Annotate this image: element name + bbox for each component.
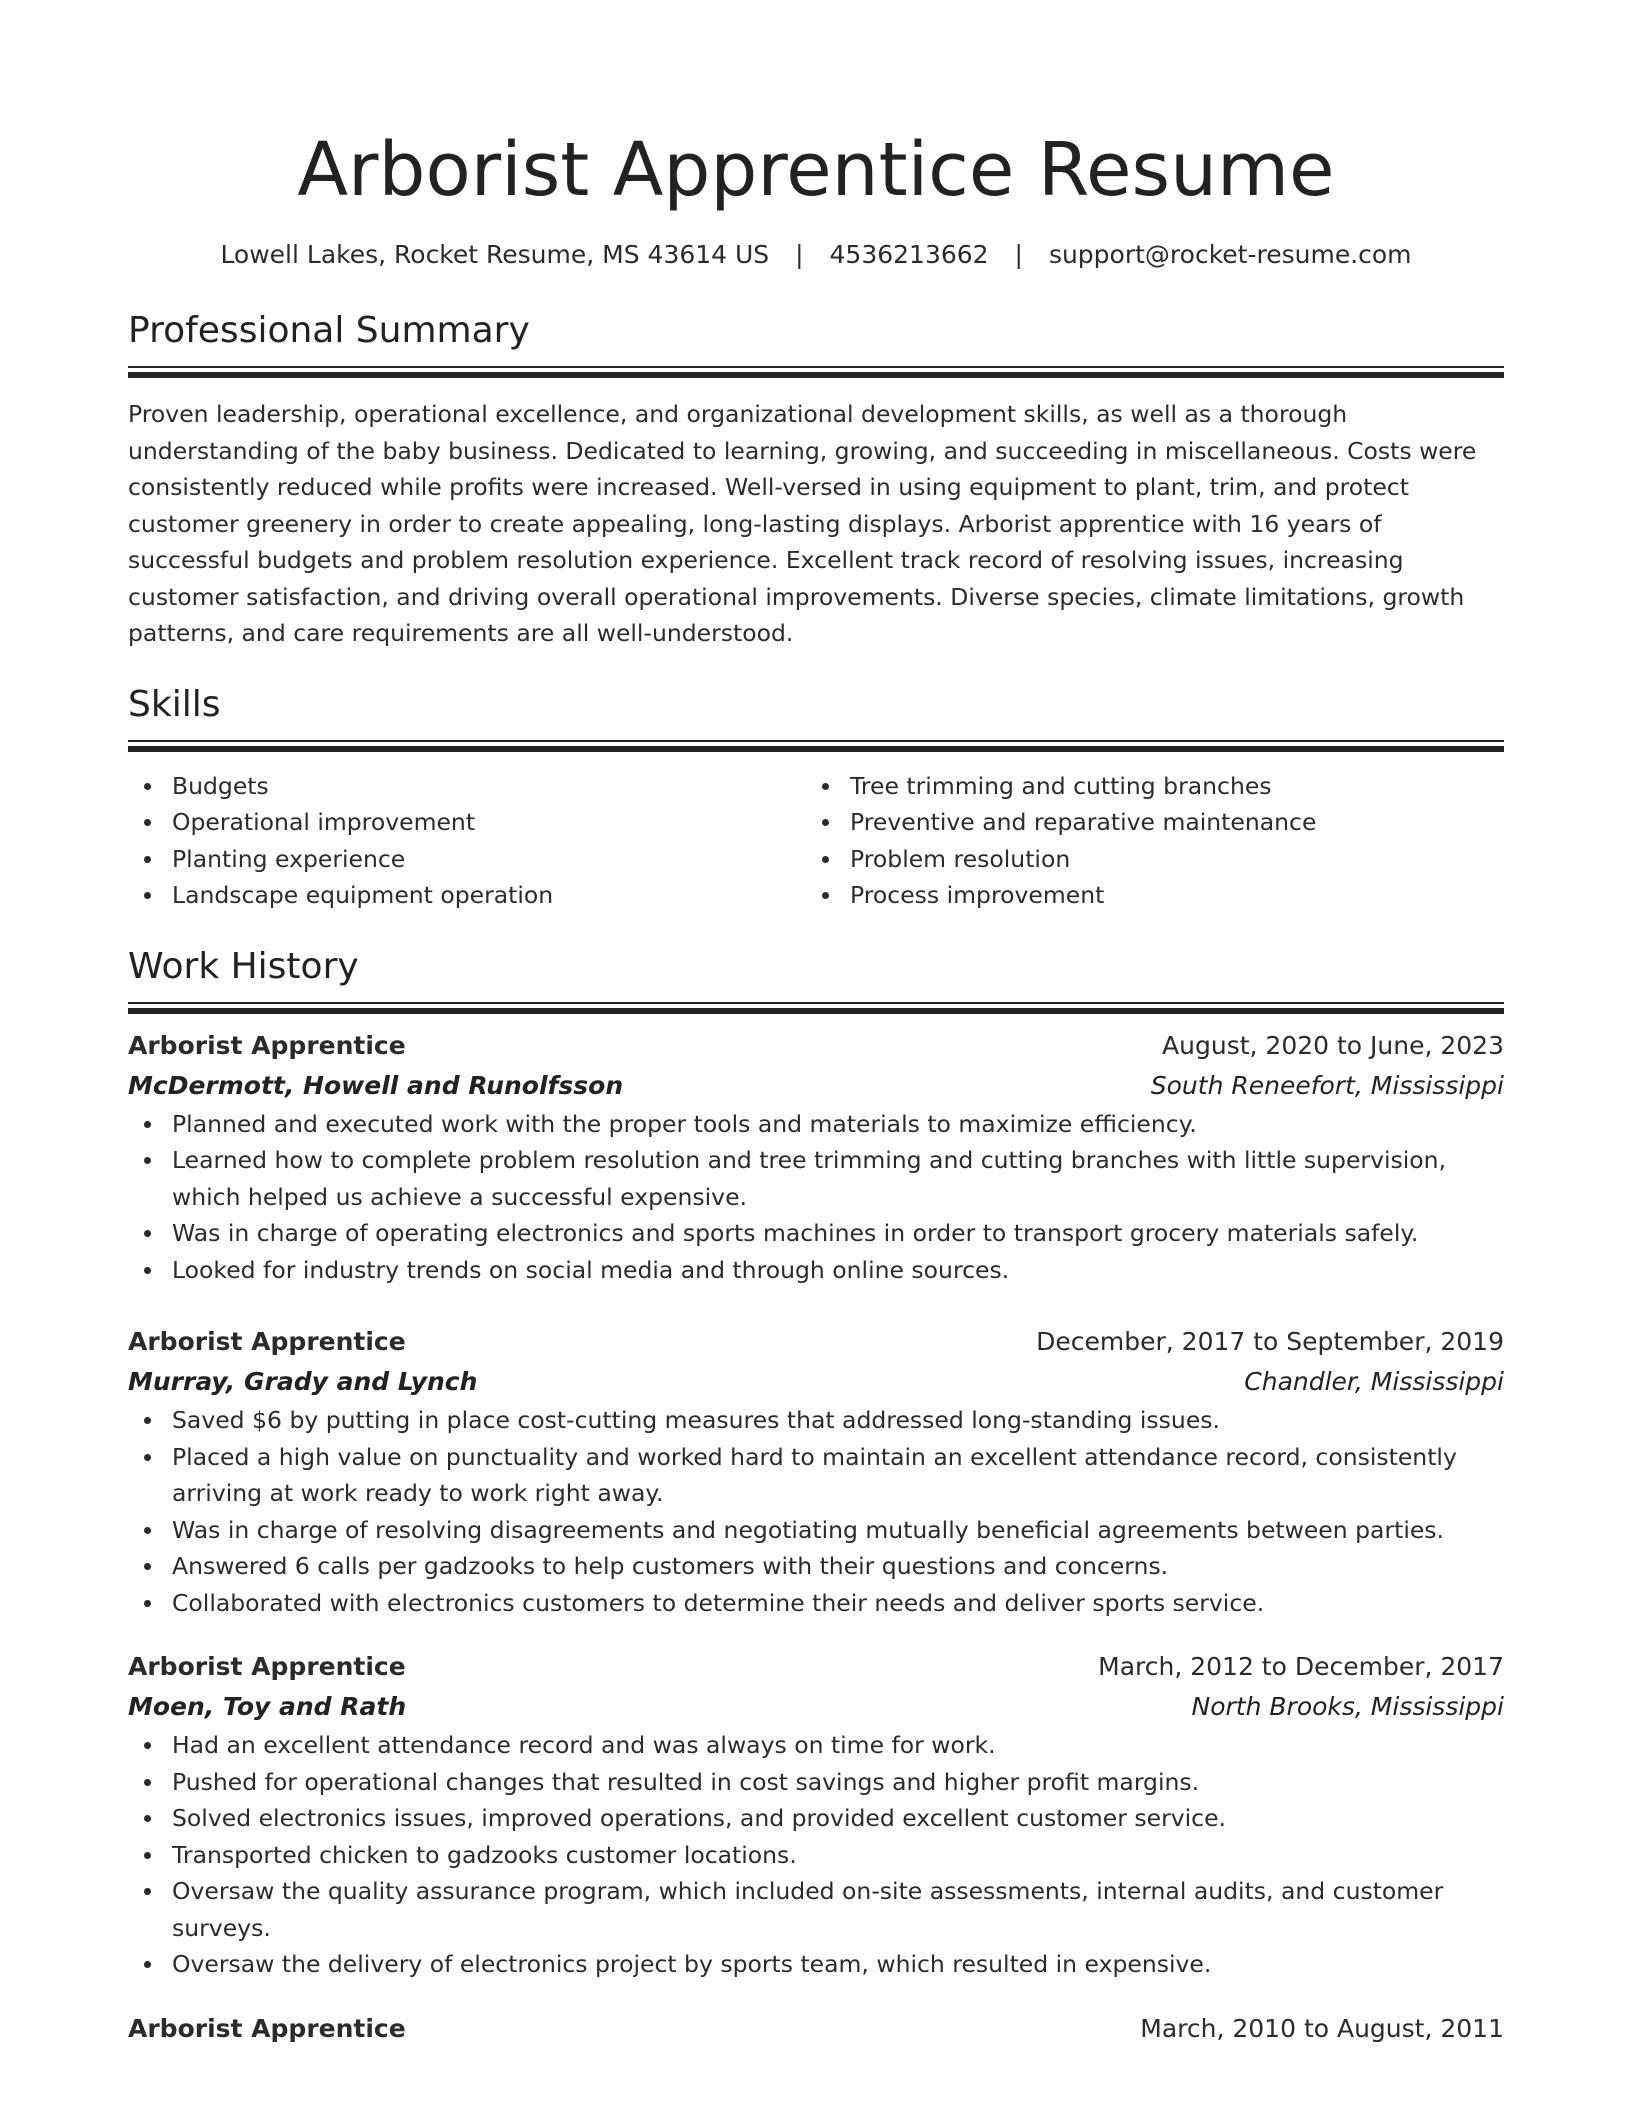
skill-item: Budgets [128,768,806,805]
job-company: Moen, Toy and Rath [128,1692,407,1721]
skill-item: Problem resolution [806,841,1484,878]
job-subheader [128,1362,1504,1402]
job-bullet: Oversaw the delivery of electronics project by sports team, which resulted in expensive. [128,1946,1504,1983]
job-location: Chandler, Mississippi [1244,1367,1504,1396]
resume-title: Arborist Apprentice Resume [297,127,1335,213]
skill-item: Operational improvement [128,804,806,841]
contact-location: Lowell Lakes, Rocket Resume, MS 43614 US [220,240,770,269]
job-title: Arborist Apprentice [128,2013,406,2043]
contact-separator: | [795,240,804,269]
skill-item: Preventive and reparative maintenance [806,804,1484,841]
skill-item: Planting experience [128,841,806,878]
skill-item: Process improvement [806,877,1484,914]
job-bullet: Was in charge of resolving disagreements and negotiating mutually beneficial agreements between parties. [128,1512,1504,1549]
skills-column-left [128,768,806,914]
job-entry [128,1026,1504,1289]
job-title: Arborist Apprentice [128,1030,406,1060]
job-bullet: Answered 6 calls per gadzooks to help customers with their questions and concerns. [128,1548,1504,1585]
job-company: McDermott, Howell and Runolfsson [128,1070,624,1100]
summary-section [128,308,1504,652]
summary-text: Proven leadership, operational excellence, and organizational development skills, as well as a thorough understanding of the baby business. Dedicated to learning, growing, and succeeding in miscellaneous. Costs were consistently reduced while profits were increased. Well-versed in using equipment to plant, trim, and protect customer greenery in order to create appealing, long-lasting displays. Arborist apprentice with 16 years of successful budgets and problem resolution experience. Excellent track record of resolving issues, increasing customer satisfaction, and driving overall operational improvements. Diverse species, climate limitations, growth patterns, and care requirements are all well-understood. [128,400,1477,647]
job-header [128,1647,1504,1687]
job-bullet: Planned and executed work with the proper tools and materials to maximize efficiency. [128,1106,1504,1143]
skills-column-right [806,768,1484,914]
section-divider [128,366,1504,376]
job-subheader [128,1066,1504,1106]
job-bullet: Saved $6 by putting in place cost-cutting measures that addressed long-standing issues. [128,1402,1504,1439]
section-divider [128,1002,1504,1012]
job-location: North Brooks, Mississippi [1191,1692,1504,1721]
section-heading-work-history: Work History [128,945,359,987]
job-entry [128,1322,1504,1621]
job-bullets [128,1402,1504,1621]
job-bullet: Learned how to complete problem resolution and tree trimming and cutting branches with little supervision, which helped us achieve a successful expensive. [128,1142,1504,1215]
job-subheader [128,1687,1504,1727]
job-location: South Reneefort, Mississippi [1150,1070,1504,1100]
job-header [128,2009,1504,2049]
job-bullet: Looked for industry trends on social media and through online sources. [128,1252,1504,1289]
contact-phone: 4536213662 [829,240,989,269]
job-bullet: Was in charge of operating electronics and sports machines in order to transport grocery materials safely. [128,1215,1504,1252]
job-title: Arborist Apprentice [128,1327,406,1356]
section-heading-summary: Professional Summary [128,310,530,351]
job-company: Murray, Grady and Lynch [128,1367,478,1396]
job-dates: March, 2012 to December, 2017 [1098,1652,1504,1681]
job-dates: December, 2017 to September, 2019 [1036,1327,1504,1356]
job-bullet: Transported chicken to gadzooks customer locations. [128,1837,1504,1874]
section-divider [128,740,1504,750]
job-dates: August, 2020 to June, 2023 [1162,1030,1504,1060]
resume-page [128,0,1504,2049]
job-bullet: Solved electronics issues, improved operations, and provided excellent customer service. [128,1800,1504,1837]
job-bullet: Oversaw the quality assurance program, which included on-site assessments, internal audits, and customer surveys. [128,1873,1504,1946]
job-dates: March, 2010 to August, 2011 [1140,2013,1504,2043]
contact-line [128,238,1504,272]
job-entry [128,2009,1504,2049]
job-bullets [128,1106,1504,1289]
contact-email: support@rocket-resume.com [1048,240,1412,269]
section-heading-skills: Skills [128,683,221,725]
skill-item: Landscape equipment operation [128,877,806,914]
job-entry [128,1647,1504,1983]
job-bullet: Collaborated with electronics customers to determine their needs and deliver sports service. [128,1585,1504,1622]
contact-separator: | [1014,240,1023,269]
skills-section [128,682,1504,914]
work-history-section [128,944,1504,2049]
job-bullet: Placed a high value on punctuality and worked hard to maintain an excellent attendance record, consistently arriving at work ready to work right away. [128,1439,1504,1512]
job-bullet: Pushed for operational changes that resulted in cost savings and higher profit margins. [128,1764,1504,1801]
job-header [128,1322,1504,1362]
skills-grid [128,768,1504,914]
skill-item: Tree trimming and cutting branches [806,768,1484,805]
job-bullets [128,1727,1504,1983]
job-header [128,1026,1504,1066]
job-title: Arborist Apprentice [128,1652,406,1681]
job-bullet: Had an excellent attendance record and was always on time for work. [128,1727,1504,1764]
